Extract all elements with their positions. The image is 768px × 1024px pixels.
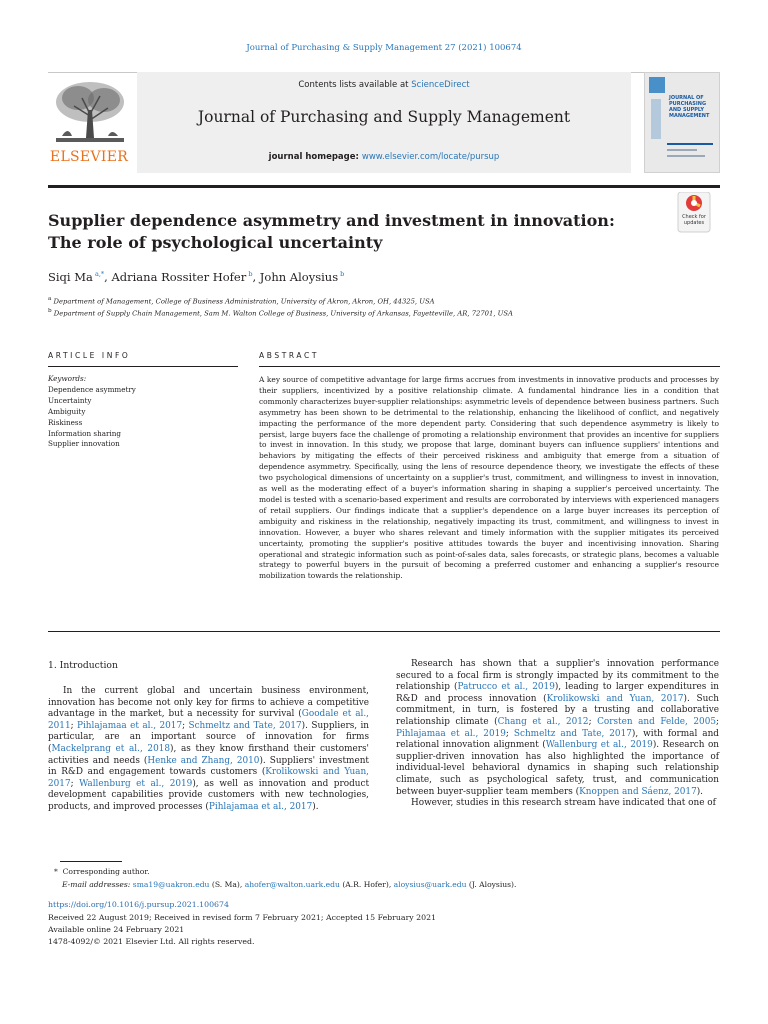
affiliation-b: $^b$ Department of Supply Chain Management, Sam M. Walton College of Business, University of Arkansas, Fayetteville, AR, 72701, USA [48, 308, 513, 318]
header-bottom-rule [48, 185, 720, 188]
citation-link[interactable]: Henke and Zhang, 2010 [147, 755, 260, 766]
abstract-rule [259, 366, 720, 367]
citation-link[interactable]: Schmeltz and Tate, 2017 [188, 720, 302, 731]
journal-name[interactable]: Journal of Purchasing and Supply Management [197, 108, 571, 126]
contents-prefix: Contents lists available at [298, 80, 412, 90]
author-affiliation-mark[interactable]: b [338, 270, 345, 279]
author-name[interactable]: Adriana Rossiter Hofer [111, 270, 247, 284]
author-list: Siqi Ma $^{a,*}$, Adriana Rossiter Hofer $^b$, John Aloysius $^b$ [48, 270, 345, 284]
citation-link[interactable]: Wallenburg et al., 2019 [545, 740, 653, 751]
paper-title: Supplier dependence asymmetry and investment in innovation: The role of psychological uncertainty [48, 211, 615, 252]
author-affiliation-mark[interactable]: b [246, 270, 253, 279]
author-name[interactable]: John Aloysius [259, 270, 339, 284]
author-affiliation-mark[interactable]: a,* [92, 270, 105, 279]
citation-link[interactable]: Goodale et al., 2011 [48, 709, 369, 731]
article-info-heading: ARTICLE INFO [48, 351, 131, 360]
abstract-heading: ABSTRACT [259, 351, 320, 360]
citation-link[interactable]: Knoppen and Sáenz, 2017 [579, 786, 697, 797]
journal-citation[interactable]: Journal of Purchasing & Supply Management 27 (2021) 100674 [246, 43, 522, 53]
contents-line [137, 80, 631, 90]
available-online: Available online 24 February 2021 [48, 925, 185, 934]
author-name[interactable]: Siqi Ma [48, 270, 93, 284]
footnote-rule [60, 861, 122, 862]
citation-link[interactable]: Wallenburg et al., 2019 [79, 778, 193, 789]
email-addresses: E-mail addresses: sma19@uakron.edu (S. Ma), ahofer@walton.uark.edu (A.R. Hofer), aloysius@uark.edu (J. Aloysius). [62, 880, 517, 889]
abstract-text: A key source of competitive advantage for large firms accrues from investments in innovative products and processes by their suppliers, incentivized by a positive relationship climate. A fundamental hindrance lies in a condition that commonly characterizes buyer-supplier relationships: asymmetric levels of dependence between business partners. Such asymmetry has been shown to be detrimental to the relationship, enhancing the likelihood of conflict, and negatively impacting the performance of the more dependent party. Considering that such dependence asymmetry is likely to persist, large buyers face the challenge of promoting a relationship environment that provides an incentive for suppliers to invest in innovation. In this study, we propose that large, dominant buyers can influence suppliers' intentions and behaviors by mitigating the effects of their perceived riskiness and ambiguity that emerge from a situation of dependence asymmetry. Specifically, using the lens of resource dependence theory, we investigate the effects of these two psychological dimensions of uncertainty on a supplier's trust, commitment, and willingness to invest in innovation, as well as the moderating effect of a buyer's information sharing in shaping a supplier's perceived uncertainty. The model is tested with a scenario-based experiment and results are corroborated by interviews with experienced managers of retail suppliers. Our findings indicate that a supplier's dependence on a large buyer increases its perception of ambiguity and riskiness in the relationship, negatively impacting its trust, commitment, and willingness to invest in innovation. However, a buyer who shares relevant and timely information with the supplier mitigates its perceived uncertainty, promoting the supplier's positive attitudes towards the buyer and incentivising innovation. Sharing operational and strategic information such as point-of-sales data, sales forecasts, or strategic plans, becomes a valuable strategy to powerful buyers in the pursuit of becoming a preferred customer and enhancing a supplier's resource mobilization towards the relationship. [259, 375, 719, 581]
sciencedirect-link[interactable]: ScienceDirect [411, 80, 470, 90]
corresponding-author-note: * Corresponding author. [54, 867, 150, 876]
citation-link[interactable]: Pihlajamaa et al., 2019 [396, 728, 506, 739]
keywords-block [48, 374, 228, 450]
issn-copyright: 1478-4092/© 2021 Elsevier Ltd. All rights reserved. [48, 937, 255, 946]
cover-graphic [645, 73, 719, 172]
keyword: Supplier innovation [48, 439, 120, 449]
email-link[interactable]: sma19@uakron.edu [132, 880, 210, 889]
citation-link[interactable]: Patrucco et al., 2019 [457, 682, 555, 693]
intro-paragraph-3: However, studies in this research stream have indicated that one of [411, 798, 716, 809]
keyword: Ambiguity [48, 406, 86, 416]
abstract-bottom-rule [48, 631, 720, 632]
citation-link[interactable]: Corsten and Felde, 2005 [597, 716, 716, 727]
citation-link[interactable]: Pihlajamaa et al., 2017 [77, 720, 183, 731]
email-link[interactable]: aloysius@uark.edu [393, 880, 467, 889]
check-for-updates-icon[interactable] [676, 192, 712, 234]
article-info-rule [48, 366, 238, 367]
section-heading-introduction: 1. Introduction [48, 660, 118, 671]
cover-title: JOURNAL OF PURCHASING AND SUPPLY MANAGEMENT [669, 95, 710, 119]
citation-link[interactable]: Mackelprang et al., 2018 [51, 743, 171, 754]
affiliation-a: $^a$ Department of Management, College of Business Administration, University of Akron, Akron, OH, 44325, USA [48, 296, 435, 306]
doi-link[interactable]: https://doi.org/10.1016/j.pursup.2021.100674 [48, 900, 229, 909]
keyword: Riskiness [48, 417, 83, 427]
keyword: Uncertainty [48, 395, 92, 405]
citation-link[interactable]: Pihlajamaa et al., 2017 [208, 801, 313, 812]
citation-link[interactable]: Schmeltz and Tate, 2017 [513, 728, 632, 739]
body-column-right [396, 659, 719, 810]
received-dates: Received 22 August 2019; Received in revised form 7 February 2021; Accepted 15 February 2021 [48, 913, 437, 922]
homepage-link[interactable]: www.elsevier.com/locate/pursup [361, 152, 500, 162]
citation-link[interactable]: Krolikowski and Yuan, 2017 [546, 693, 684, 704]
citation-link[interactable]: Chang et al., 2012 [497, 716, 589, 727]
keywords-label: Keywords: [48, 374, 87, 383]
citation-link[interactable]: Krolikowski and Yuan, 2017 [48, 767, 369, 789]
homepage-line [137, 152, 631, 162]
check-for-updates-label[interactable]: Check for updates [682, 214, 706, 226]
intro-paragraph-2: Research has shown that a supplier's innovation performance secured to a focal firm is strongly impacted by its commitment to the relationship (Patrucco et al., 2019), leading to larger expenditures in R&D and process innovation (Krolikowski and Yuan, 2017). Such commitment, in turn, is fostered by a trusting and collaborative relationship climate (Chang et al., 2012; Corsten and Felde, 2005; Pihlajamaa et al., 2019; Schmeltz and Tate, 2017), with formal and relational innovation alignment (Wallenburg et al., 2019). Research on supplier-driven innovation has also highlighted the importance of individual-level behavioral dynamics in shaping such relationship climate, such as psychological safety, trust, and communication between buyer-supplier team members (Knoppen and Sáenz, 2017). [396, 659, 719, 797]
keyword: Dependence asymmetry [48, 384, 136, 394]
email-link[interactable]: ahofer@walton.uark.edu [244, 880, 340, 889]
corresponding-mark: * [54, 867, 58, 876]
journal-cover-image[interactable] [644, 72, 720, 173]
homepage-label: journal homepage: [268, 152, 362, 162]
keyword: Information sharing [48, 428, 121, 438]
intro-paragraph-1: In the current global and uncertain business environment, innovation has become not only key for firms to achieve a competitive advantage in the market, but a necessity for survival (Goodale et al., 2011; Pihlajamaa et al., 2017; Schmeltz and Tate, 2017). Suppliers, in particular, are an important source of innovation for firms (Mackelprang et al., 2018), as they know firsthand their customers' activities and needs (Henke and Zhang, 2010). Suppliers' investment in R&D and engagement towards customers (Krolikowski and Yuan, 2017; Wallenburg et al., 2019), as well as innovation and product development capabilities provide customers with new technologies, products, and improved processes (Pihlajamaa et al., 2017). [48, 686, 370, 812]
email-label: E-mail addresses: [62, 880, 131, 889]
body-column-left [48, 686, 369, 814]
elsevier-wordmark: ELSEVIER [49, 149, 129, 165]
